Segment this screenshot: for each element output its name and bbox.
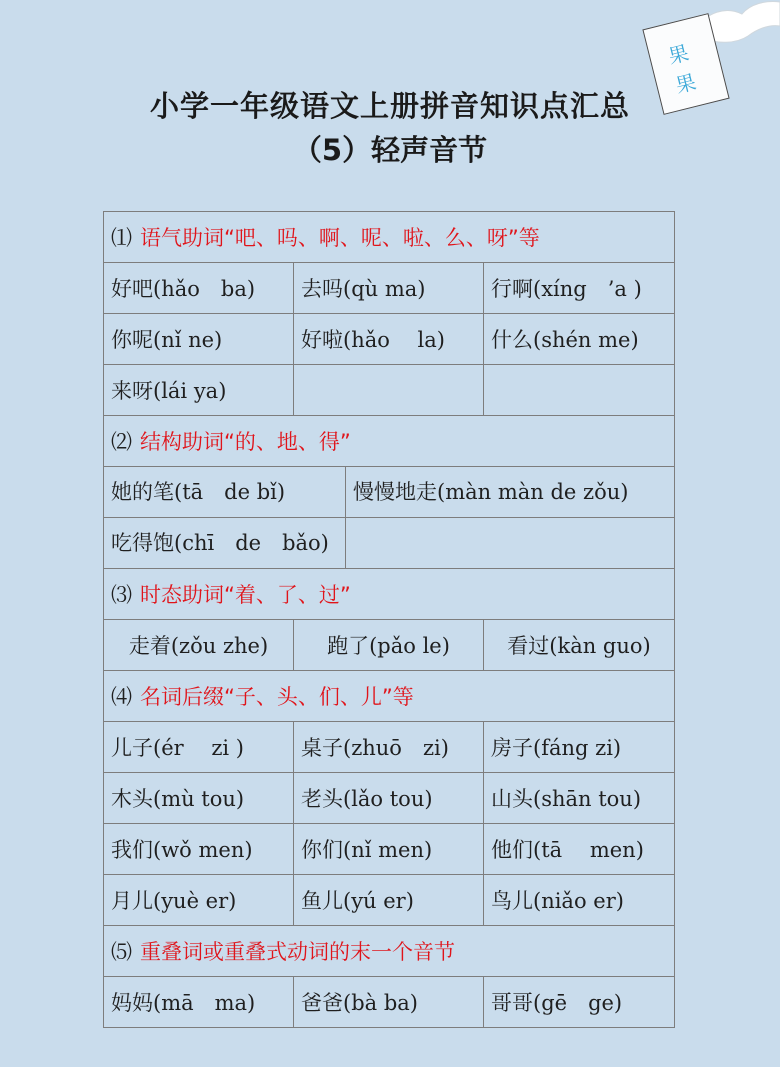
table-cell: 山头(shān tou) xyxy=(484,773,675,824)
table-cell: 鸟儿(niǎo er) xyxy=(484,875,675,926)
table-row xyxy=(104,263,675,314)
table-cell: 行啊(xíng ’a ) xyxy=(484,263,675,314)
table-cell: 看过(kàn guo) xyxy=(484,620,675,671)
page-subtitle: （5）轻声音节 xyxy=(292,133,488,167)
table-cell: 我们(wǒ men) xyxy=(104,824,294,875)
section-title: 重叠词或重叠式动词的末一个音节 xyxy=(140,940,455,964)
table-cell: 好吧(hǎo ba) xyxy=(104,263,294,314)
table-cell: 什么(shén me) xyxy=(484,314,675,365)
table-row xyxy=(104,365,675,416)
section-header xyxy=(104,416,675,467)
table-cell xyxy=(346,518,674,568)
table-row xyxy=(104,620,675,671)
table-row xyxy=(104,773,675,824)
section-header xyxy=(104,926,675,977)
section-title: 时态助词“着、了、过” xyxy=(140,583,351,607)
table-cell: 好啦(hǎo la) xyxy=(294,314,484,365)
table-row xyxy=(104,722,675,773)
section-heading xyxy=(104,926,675,977)
table-cell: 来呀(lái ya) xyxy=(104,365,294,416)
table-row xyxy=(104,467,675,518)
table-cell: 她的笔(tā de bǐ) xyxy=(104,467,346,517)
section-header xyxy=(104,212,675,263)
table-cell: 儿子(ér zi ) xyxy=(104,722,294,773)
page-title: 小学一年级语文上册拼音知识点汇总 xyxy=(149,89,630,123)
table-cell-group xyxy=(104,518,675,569)
table-cell: 哥哥(gē ge) xyxy=(484,977,675,1028)
table-cell: 月儿(yuè er) xyxy=(104,875,294,926)
table-row xyxy=(104,875,675,926)
table-row xyxy=(104,518,675,569)
section-heading xyxy=(104,569,675,620)
section-number: ⑵ xyxy=(111,430,132,454)
table-cell: 房子(fáng zi) xyxy=(484,722,675,773)
table-cell xyxy=(294,365,484,416)
section-header xyxy=(104,569,675,620)
table-row xyxy=(104,824,675,875)
section-heading xyxy=(104,416,675,467)
section-title: 结构助词“的、地、得” xyxy=(140,430,351,454)
section-title: 名词后缀“子、头、们、儿”等 xyxy=(140,685,414,709)
table-cell: 他们(tā men) xyxy=(484,824,675,875)
table-cell: 鱼儿(yú er) xyxy=(294,875,484,926)
pinyin-table xyxy=(103,211,675,1028)
stamp-char-1: 果 xyxy=(665,40,692,69)
section-header xyxy=(104,671,675,722)
table-cell xyxy=(484,365,675,416)
table-cell: 吃得饱(chī de bǎo) xyxy=(104,518,346,568)
table-cell: 跑了(pǎo le) xyxy=(294,620,484,671)
section-number: ⑶ xyxy=(111,583,132,607)
table-cell: 木头(mù tou) xyxy=(104,773,294,824)
table-row xyxy=(104,977,675,1028)
section-heading xyxy=(104,671,675,722)
table-cell: 桌子(zhuō zi) xyxy=(294,722,484,773)
table-row xyxy=(104,314,675,365)
table-cell-group xyxy=(104,467,675,518)
section-heading xyxy=(104,212,675,263)
table-cell: 爸爸(bà ba) xyxy=(294,977,484,1028)
section-number: ⑸ xyxy=(111,940,132,964)
table-cell: 走着(zǒu zhe) xyxy=(104,620,294,671)
table-cell: 你呢(nǐ ne) xyxy=(104,314,294,365)
table-cell: 老头(lǎo tou) xyxy=(294,773,484,824)
section-title: 语气助词“吧、吗、啊、呢、啦、么、呀”等 xyxy=(140,226,540,250)
table-cell: 妈妈(mā ma) xyxy=(104,977,294,1028)
table-cell: 慢慢地走(màn màn de zǒu) xyxy=(353,480,629,504)
table-cell: 你们(nǐ men) xyxy=(294,824,484,875)
section-number: ⑴ xyxy=(111,226,132,250)
table-cell: 去吗(qù ma) xyxy=(294,263,484,314)
section-number: ⑷ xyxy=(111,685,132,709)
stamp-char-2: 果 xyxy=(673,69,699,98)
